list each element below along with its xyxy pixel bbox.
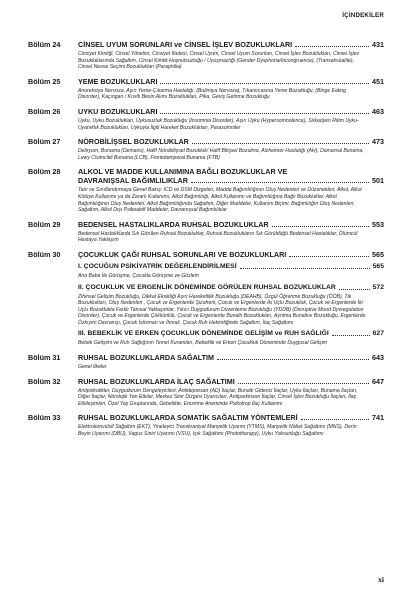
entry-title: CİNSEL UYUM SORUNLARI ve CİNSEL İŞLEV BOZUKLUKLARI [78,40,293,49]
section-subtopics: Bebek Gelişimi ve Ruh Sağlığının Temel Kuramları, Bebeklik ve Erken Çocukluk Döneminde Duygusal Gelişim [78,340,327,347]
chapter-label: Bölüm 28 [28,167,61,177]
chapter-content [78,250,384,347]
chapter-content [78,353,384,371]
page-number: xi [378,575,384,584]
chapter-content [78,107,384,131]
dot-leader [289,256,369,257]
chapter-title-line[interactable] [78,77,384,86]
dot-leader [217,359,369,360]
chapter-subtopics: Bedensel Hastalıklarda Sık Görülen Ruhsal Bozukluklar, Ruhsal Bozuklukların Sık Görüldüğü Bedensel Hastalıklar, Ölümcül Hastaya Yaklaşım [78,230,358,244]
toc-entry [28,107,384,131]
entry-title: UYKU BOZUKLUKLARI [78,106,158,116]
chapter-content [78,167,384,213]
chapter-title-line[interactable] [78,176,384,185]
entry-page: 565 [372,249,384,259]
chapter-subtopics: Deliryum, Bunama (Demans), Hafif Nörobilişsel Bozukluk/ Hafif Bilişsel Bozulma, Alzheimer Hastalığı (AH), Damarsal Bunama, Lewy Cisimcikli Bunama (LCB), Frontotemporal Bunama (FTB) [78,148,364,161]
entry-page: 565 [372,262,384,270]
dot-leader [301,419,369,420]
entry-title: RUHSAL BOZUKLUKLARDA SAĞALTIM [78,353,215,363]
section-title-line[interactable] [78,283,384,292]
chapter-label: Bölüm 33 [28,413,61,423]
entry-title: III. BEBEKLİK VE ERKEN ÇOCUKLUK DÖNEMİNDE GELİŞİM ve RUH SAĞLIĞI [78,330,329,338]
entry-page: 627 [372,330,384,338]
chapter-subtopics: Genel İlkeler [78,364,107,371]
toc-entry [28,413,384,437]
dot-leader [160,83,369,84]
chapter-title-line[interactable] [78,137,384,146]
chapter-content [78,220,384,244]
entry-page: 501 [372,176,384,186]
chapter-label: Bölüm 27 [28,137,61,147]
chapter-label: Bölüm 32 [28,376,61,386]
chapter-content [78,40,384,71]
toc-entry [28,353,384,371]
chapter-subtopics: Uyku, Uyku Bozuklukları, Uykusuzluk Bozukluğu (Insomnia Disorder), Aşırı Uyku (Hypersomnolence), Sirkadyen Ritim Uyku-Uyanıklık Bozuklukları, Uykuyla İlgili Hareket Bozuklukları, Parasomniler [78,117,359,131]
dot-leader [240,268,370,269]
section-entry [78,262,384,280]
dot-leader [332,335,370,336]
chapter-subtopics: Antipsikotikler, Duygudurum Dengeleyicileri, Antidepresan (AD) İlaçlar, Bunaltı Giderici İlaçlar, Uyku İlaçları, Bunama İlaçları, Diğer İlaçlar, Nörolojik Yan Etkiler, Merkez Sinir Dizgesi Uyarıcıları, Antiparkinson İlaçlar, Cinsel İşlev Bozukluğu İlaçları, İlaç Etkileşimleri, Özel Yaş Gruplarında, Gebelikte, Emzirme Aneminde Psikotrop İlaç Kullanımı [78,387,358,407]
entry-page: 473 [372,137,384,147]
chapter-title-line[interactable] [78,220,384,229]
chapter-subtopics: Tanı ve Sınıflandırmaya Genel Bakış: ICD ve DSM Dizgeleri, Madde Bağımlılığının Oluş Nedenleri ve Düzenekleri, Alkol, Alkol Kötüye Kullanımı ya da Zararlı Kullanımı, Alkol Bağımlılığı, Alkol Kullanımı ve Bağımlılığına Bağlı Bozukluklar, Alkol Bağımlılığının Oluş Nedenleri, Alkol Bağımlılığında Sağaltım, Diğer Maddeler, Kullanım Biçimi, Bağımlılığın Oluş Nedenleri, Sağaltım, Alkol Dışı Psikoaktif Maddeler, Davranışsal Bağımlılıklar [78,187,362,214]
chapter-subtopics: Anoreksiya Nervoza, Aşırı Yeme-Çıkarma Hastalığı, (Bulimiya Nervoza), Tıkanırcasına Yeme Bozukluğu, (Binge Eating Disorder), Kaçıngan / Kısıtlı Besin Alımı Bozuklukları, Pika, Geviş Getirme Bozukluğu [78,87,347,101]
chapter-title-line[interactable] [78,413,384,422]
chapter-title-line[interactable] [78,250,384,259]
entry-title: BEDENSEL HASTALIKLARDA RUHSAL BOZUKLUKLAR [78,219,269,229]
dot-leader [191,182,369,183]
entry-page: 741 [372,413,384,423]
chapter-label: Bölüm 29 [28,219,61,229]
chapter-content [78,377,384,408]
chapter-title-line[interactable] [78,377,384,386]
entry-page: 572 [372,283,384,291]
chapter-title-line[interactable] [78,107,384,116]
toc-entry [28,40,384,71]
entry-title: YEME BOZUKLUKLARI [78,76,158,86]
toc-entry [28,250,384,347]
dot-leader [238,383,369,384]
dot-leader [160,113,369,114]
toc-entry [28,220,384,244]
section-subtopics: Zihinsel Gelişim Bozukluğu, Dikkat Eksikliği Aşırı Hareketlilik Bozukluğu (DEAHB), Özgül Öğrenme Bozukluğu (ÖÖB), Tik Bozuklukları, Oluş Nedenleri , Çocuk ve Ergenlerde Şizofreni, Çocuk ve Ergenlerde İki Uçlu Bozukluk, Çocuk ve Ergenlerde İki Uçlu Bozuklukta Farklı Tanısal Yaklaşımlar, Yıkıcı Duygudurum Düzenleme Bozukluğu (YDDB) (Disruptive Mood Dysregulation Disorder), Çocuk ve Ergenlerde Çökkünlük, Çocuk ve Ergenlerde Bunaltı Bozuklukları, Ayrılma Bunaltısı Bozukluğu, Ergenlerde Özkıyım Davranışı, Çocuk İstismarı ve İhmali, Çocuk Ruh Hekimliğinde Sağaltım, İlaç Sağaltımı [78,293,366,326]
chapter-content [78,413,384,437]
entry-page: 451 [372,76,384,86]
chapter-label: Bölüm 30 [28,249,61,259]
section-entry [78,329,384,347]
entry-title: I. ÇOCUĞUN PSİKİYATRİK DEĞERLENDİRİLMESİ [78,262,237,270]
dot-leader [295,46,369,47]
toc-entry [28,377,384,408]
entry-page: 431 [372,40,384,49]
dot-leader [339,289,370,290]
entry-title: DAVRANIŞSAL BAĞIMLILIKLAR [78,176,188,186]
chapter-subtopics: Cinsiyet Kimliği, Cinsel Yönelim, Cinsiyet İfadesi, Cinsel Uyum, Cinsel Uyum Sorunları, Cinsel İşlev Bozuklukları, Cinsel İşlev Bozukluklarında Sağaltım, Cinsel Kimlik Hoşnutsuzluğu / Uyuşmazlığı (Gender Dysphoria/Incongruence), (Transeksüalite), Cinsel Nesne Seçimi Bozuklukları (Paraphilia) [78,51,360,71]
entry-page: 647 [372,376,384,386]
chapter-title-line[interactable] [78,40,384,49]
chapter-label: Bölüm 25 [28,76,61,86]
entry-title: ÇOCUKLUK ÇAĞI RUHSAL SORUNLARI VE BOZUKLUKLARI [78,249,287,259]
chapter-title-line[interactable] [78,353,384,362]
entry-title: ALKOL VE MADDE KULLANIMINA BAĞLI BOZUKLUKLAR VE [78,167,288,177]
section-entry [78,283,384,327]
toc-entry [28,137,384,161]
table-of-contents [28,40,384,444]
entry-page: 463 [372,106,384,116]
entry-title: II. ÇOCUKLUK VE ERGENLİK DÖNEMİNDE GÖRÜLEN RUHSAL BOZUKLUKLAR [78,283,336,291]
chapter-title-block[interactable] [78,167,384,185]
entry-title: RUHSAL BOZUKLUKLARDA İLAÇ SAĞALTIMI [78,376,235,386]
chapter-content [78,77,384,101]
dot-leader [192,143,369,144]
chapter-subtopics: Elektrokonvülsif Sağaltım (EKT), Yineleyici Transkraniyal Manyetik Uyarım (YTMS), Manyetik Nöbet Sağaltımı (MNS), Derin Beyin Uyarımı (DBU), Vagus Siniri Uyarımı (VSU), Işık Sağaltımı (Phototherapy), Uyku Yoksunluğu Sağaltımı [78,424,357,438]
dot-leader [272,226,369,227]
entry-title: NÖROBİLİŞSEL BOZUKLUKLAR [78,137,189,147]
chapter-content [78,137,384,161]
entry-page: 643 [372,353,384,363]
section-title-line[interactable] [78,262,384,271]
toc-entry [28,77,384,101]
entry-title: RUHSAL BOZUKLUKLARDA SOMATİK SAĞALTIM YÖNTEMLERİ [78,413,298,423]
chapter-label: Bölüm 24 [28,40,61,49]
chapter-label: Bölüm 31 [28,353,61,363]
chapter-label: Bölüm 26 [28,106,61,116]
section-subtopics: Ana Baba İle Görüşme, Çocukla Görüşme ve Gözlem [78,272,199,279]
section-title-line[interactable] [78,329,384,338]
running-head: İÇİNDEKİLER [342,12,384,19]
toc-entry [28,167,384,213]
entry-page: 553 [372,219,384,229]
